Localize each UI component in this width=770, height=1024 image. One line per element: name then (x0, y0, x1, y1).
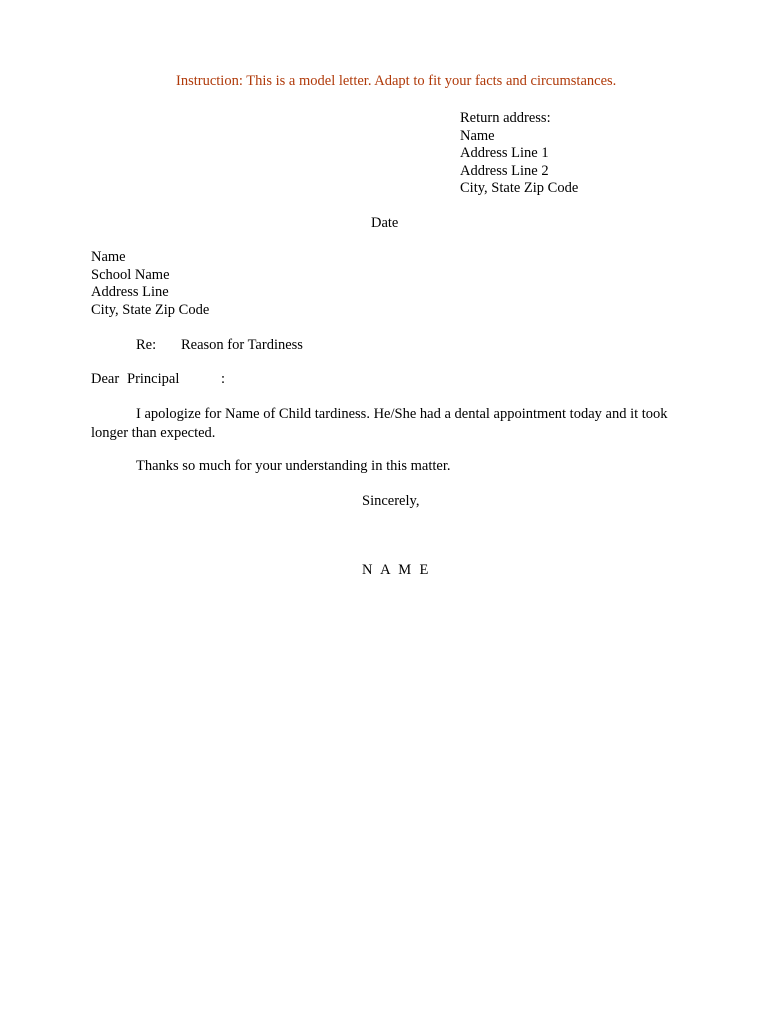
instruction-note: Instruction: This is a model letter. Adapt to fit your facts and circumstances. (176, 73, 617, 89)
return-address-line1: Address Line 1 (460, 145, 549, 161)
return-address-heading: Return address: (460, 110, 551, 126)
signature-name: N A M E (362, 562, 431, 578)
return-address-name: Name (460, 127, 495, 144)
recipient-city-state-zip: City, State Zip Code (91, 301, 210, 318)
greeting-salutation: Dear (91, 371, 120, 387)
recipient-school: School Name (91, 266, 170, 283)
recipient-address: Address Line (91, 284, 169, 300)
letter-closing: Sincerely, (362, 493, 420, 509)
body-paragraph-apology-text: I apologize for Name of Child tardiness. He/She had a dental appointment today and it took longer than expected. (91, 406, 668, 441)
body-paragraph-apology (91, 405, 691, 442)
re-subject: Reason for Tardiness (181, 337, 303, 353)
return-address-block (460, 110, 578, 198)
letter-date: Date (371, 215, 399, 231)
greeting-addressee: Principal (127, 371, 180, 387)
return-address-city-state-zip: City, State Zip Code (460, 180, 579, 196)
greeting-colon: : (221, 371, 226, 387)
re-label: Re: (136, 337, 157, 353)
recipient-address-block (91, 249, 209, 319)
recipient-name: Name (91, 249, 126, 265)
return-address-line2: Address Line 2 (460, 162, 549, 179)
body-paragraph-thanks: Thanks so much for your understanding in this matter. (136, 458, 451, 474)
